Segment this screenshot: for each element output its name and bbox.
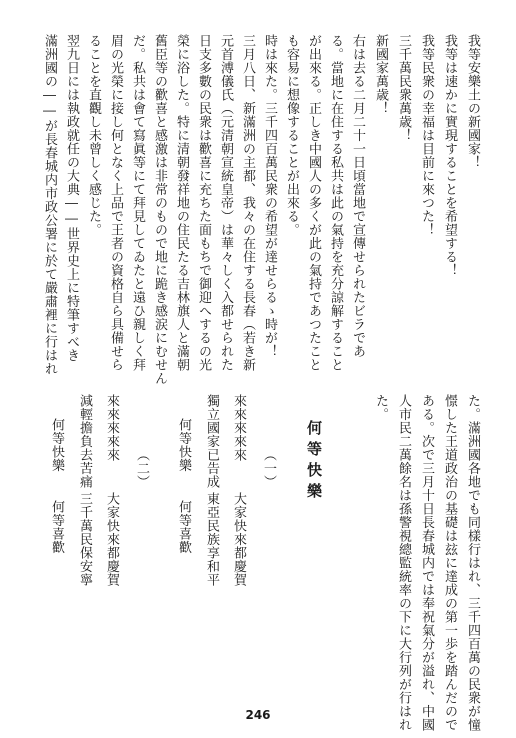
text-column: 眉の光榮に接し何となく上品で王者の資格自ら具備せら	[108, 34, 123, 372]
text-column: が出來る。正しき中國人の多くが此の氣持であつたこと	[306, 34, 321, 372]
text-column: 我等安樂土の新國家！	[465, 34, 480, 169]
text-column: だ。私共は會て寫眞等にて拜見してゐたと遠ひ親しく拜	[130, 34, 145, 372]
verse-line: 來來來來來	[104, 394, 119, 462]
verse-line: 何等喜歡	[49, 500, 64, 554]
text-column: ることを直觀し未曾しく感じた。	[86, 34, 101, 237]
verse-line: 大家快來都慶賀	[231, 492, 246, 587]
text-column: ある。次で三月十日長春城内では奉祝氣分が溢れ、中國	[419, 394, 434, 732]
verse-line: 何等快樂	[176, 418, 191, 472]
text-column: 滿洲國の――が長春城内市政公署に於て嚴肅裡に行はれ	[42, 34, 57, 376]
text-column: 三千萬民衆萬歳！	[396, 34, 411, 142]
verse-line: 何等快樂	[49, 418, 64, 472]
text-column: 我等民衆の幸福は目前に來つた！	[419, 34, 434, 237]
verse-line: 獨立國家已告成	[204, 394, 219, 489]
verse-number: （一）	[261, 448, 276, 489]
text-column: 時は來た。三千四百萬民衆の希望が達せらるゝ時が！	[262, 34, 277, 358]
verse-line: 來來來來來	[231, 394, 246, 462]
verse-number: （二）	[134, 448, 149, 489]
text-column: 我等は速かに實現することを希望する！	[442, 34, 457, 277]
verse-line: 大家快來都慶賀	[104, 492, 119, 587]
text-column: 日支多數の民衆は歡喜に充ちた面もちで御迎へするの光	[196, 34, 211, 372]
text-column: 翌九日には執政就任の大典――世界史上に特筆すべき	[64, 34, 79, 362]
text-column: も容易に想像することが出來る。	[284, 34, 299, 237]
text-column: 三月八日、新滿洲の主都、我々の在住する長春（若き新	[240, 34, 255, 372]
text-column: 舊臣等の歡喜と感激は非常のもので地に跪き感涙にむせん	[152, 34, 167, 385]
page-number: 246	[245, 708, 271, 722]
text-column: 右は去る二月二十一日頃當地で宣傳せられたビラであ	[350, 34, 365, 358]
verse-line: 東亞民族享和平	[204, 492, 219, 587]
text-column: 元首溥儀氏（元清朝宣統皇帝）は華々しく入都せられた	[218, 34, 233, 372]
verse-line: 減輕擔負去苦痛	[77, 394, 92, 489]
text-column: 榮に浴した。特に清朝發祥地の住民たる吉林旗人と滿朝	[174, 34, 189, 372]
text-column: 憬した王道政治の基礎は玆に達成の第一歩を踏んだので	[442, 394, 457, 732]
text-column: た。滿洲國各地でも同樣行はれ、三千四百萬の民衆が憧	[465, 394, 480, 732]
song-heading: 何等快樂	[305, 420, 323, 504]
verse-line: 何等喜歡	[176, 500, 191, 554]
text-column: 人市民二萬餘名は孫警視總監統率の下に大行列が行はれ	[396, 394, 411, 732]
text-column: 新國家萬歳！	[373, 34, 388, 115]
text-column: る。當地に在住する私共は此の氣持を充分諒解すること	[328, 34, 343, 372]
text-column: た。	[373, 394, 388, 421]
verse-line: 三千萬民保安寧	[77, 492, 92, 587]
